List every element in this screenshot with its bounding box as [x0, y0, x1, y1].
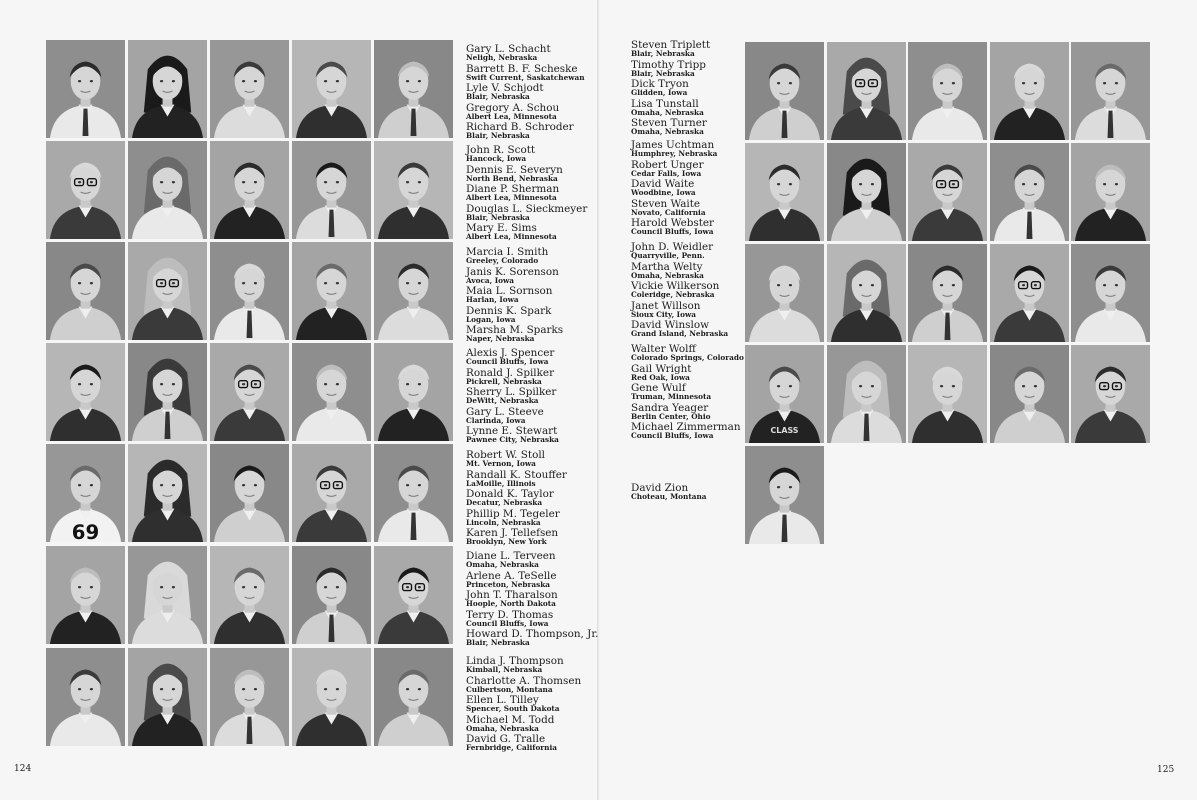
student-name: Janet Willson: [631, 299, 701, 312]
student-portrait: [908, 42, 987, 140]
student-entry: [466, 551, 616, 569]
student-hometown: LaMoille, Illinois: [466, 478, 536, 488]
student-portrait: [1071, 345, 1150, 443]
name-block: [466, 450, 616, 548]
student-name: Dick Tryon: [631, 78, 689, 90]
student-entry: [466, 368, 616, 386]
student-entry: [631, 281, 781, 299]
student-entry: [466, 286, 616, 304]
student-name: Gregory A. Schou: [466, 101, 560, 114]
student-portrait: [210, 648, 289, 746]
student-hometown: Avoca, Iowa: [466, 275, 515, 285]
student-portrait: [128, 242, 207, 340]
student-portrait: [128, 40, 207, 138]
student-entry: [466, 204, 616, 222]
student-name: Gene Wulf: [631, 382, 686, 394]
student-portrait: [292, 343, 371, 441]
student-hometown: Novato, California: [631, 207, 706, 217]
student-portrait: [128, 343, 207, 441]
student-hometown: Fernbridge, California: [466, 743, 557, 753]
student-entry: [466, 165, 616, 183]
student-portrait: [908, 244, 987, 342]
name-block: [466, 44, 616, 142]
student-name: Mary E. Sims: [466, 222, 537, 234]
student-name: Timothy Tripp: [631, 58, 706, 71]
student-portrait: [46, 141, 125, 239]
student-entry: [631, 344, 781, 362]
name-block: [631, 40, 781, 138]
student-name: Janis K. Sorenson: [466, 265, 559, 278]
student-entry: [631, 140, 781, 158]
student-name: Dennis K. Spark: [466, 304, 552, 317]
student-entry: [631, 218, 781, 236]
student-name: Steven Triplett: [631, 39, 711, 51]
student-name: Gary L. Schacht: [466, 43, 551, 55]
student-portrait: [210, 141, 289, 239]
student-hometown: Neligh, Nebraska: [466, 53, 538, 63]
student-name: Charlotte A. Thomsen: [466, 674, 582, 687]
student-name: Barrett B. F. Scheske: [466, 62, 578, 75]
student-portrait: [128, 444, 207, 542]
shirt-lettering: CLASS: [770, 426, 799, 436]
student-entry: [631, 99, 781, 117]
student-hometown: Decatur, Nebraska: [466, 498, 543, 508]
student-hometown: Culbertson, Montana: [466, 684, 553, 694]
student-hometown: Humphrey, Nebraska: [631, 149, 718, 159]
student-entry: [466, 629, 616, 647]
name-block: [466, 551, 616, 649]
student-entry: [631, 40, 781, 58]
student-portrait: [1071, 244, 1150, 342]
student-name: Robert Unger: [631, 158, 704, 171]
student-hometown: Greeley, Colorado: [466, 256, 539, 266]
student-portrait: [908, 143, 987, 241]
student-name: Diane L. Terveen: [466, 550, 556, 562]
student-hometown: Truman, Minnesota: [631, 392, 712, 402]
student-portrait: [210, 343, 289, 441]
student-name: Dennis E. Severyn: [466, 163, 563, 176]
student-name: Richard B. Schroder: [466, 121, 574, 133]
student-entry: [466, 489, 616, 507]
student-hometown: Omaha, Nebraska: [631, 107, 704, 117]
student-hometown: Sioux City, Iowa: [631, 309, 696, 319]
student-entry: [466, 325, 616, 343]
student-name: Steven Waite: [631, 197, 701, 210]
student-name: Harold Webster: [631, 217, 715, 229]
student-name: Lisa Tunstall: [631, 97, 699, 110]
student-hometown: Lincoln, Nebraska: [466, 517, 541, 527]
student-entry: [466, 64, 616, 82]
student-entry: [466, 387, 616, 405]
student-hometown: Spencer, South Dakota: [466, 704, 560, 714]
student-name: Terry D. Thomas: [466, 608, 554, 621]
student-portrait: [46, 343, 125, 441]
student-hometown: Albert Lea, Minnesota: [466, 111, 557, 121]
student-portrait: [990, 345, 1069, 443]
student-portrait: [292, 40, 371, 138]
student-portrait: [908, 345, 987, 443]
name-block: [631, 242, 781, 340]
student-hometown: Council Bluffs, Iowa: [466, 618, 549, 628]
student-portrait: [210, 546, 289, 644]
student-hometown: Council Bluffs, Iowa: [631, 431, 714, 441]
name-block: [466, 247, 616, 345]
student-hometown: Blair, Nebraska: [466, 131, 530, 141]
student-hometown: Coleridge, Nebraska: [631, 290, 715, 300]
student-hometown: Berlin Center, Ohio: [631, 411, 711, 421]
student-hometown: Hoople, North Dakota: [466, 599, 556, 609]
student-entry: [631, 403, 781, 421]
student-entry: [466, 695, 616, 713]
student-entry: [466, 528, 616, 546]
student-portrait: [827, 345, 906, 443]
student-name: Gary L. Steeve: [466, 405, 544, 418]
student-entry: [631, 199, 781, 217]
name-block: [466, 656, 616, 754]
student-name: Gail Wright: [631, 362, 692, 375]
student-portrait: [292, 444, 371, 542]
student-entry: [466, 426, 616, 444]
student-entry: [466, 83, 616, 101]
student-name: Ronald J. Spilker: [466, 366, 555, 379]
student-entry: [631, 320, 781, 338]
student-name: John T. Tharalson: [466, 589, 558, 601]
student-entry: [631, 118, 781, 136]
student-entry: [631, 79, 781, 97]
student-entry: [466, 103, 616, 121]
student-name: Robert W. Stoll: [466, 449, 545, 461]
student-hometown: Hancock, Iowa: [466, 154, 527, 164]
student-hometown: Albert Lea, Minnesota: [466, 193, 557, 203]
student-name: James Uchtman: [631, 139, 715, 151]
student-hometown: Kimball, Nebraska: [466, 665, 543, 675]
name-block: [466, 348, 616, 446]
student-name: Michael M. Todd: [466, 713, 555, 726]
student-name: Walter Wolff: [631, 343, 696, 355]
student-name: Diane P. Sherman: [466, 183, 560, 195]
student-name: Douglas L. Sieckmeyer: [466, 202, 588, 215]
student-hometown: Princeton, Nebraska: [466, 579, 550, 589]
student-name: Lynne E. Stewart: [466, 425, 558, 437]
student-portrait: [990, 143, 1069, 241]
student-entry: [631, 483, 781, 501]
student-hometown: Colorado Springs, Colorado: [631, 353, 744, 363]
student-portrait: [46, 648, 125, 746]
student-entry: [631, 242, 781, 260]
student-hometown: Brooklyn, New York: [466, 537, 547, 547]
student-name: Ellen L. Tilley: [466, 694, 539, 706]
student-portrait: [292, 141, 371, 239]
student-entry: [466, 122, 616, 140]
student-name: David Zion: [631, 482, 689, 494]
student-portrait: [46, 546, 125, 644]
student-portrait: [1071, 143, 1150, 241]
student-name: Maia L. Sornson: [466, 285, 553, 297]
student-hometown: Blair, Nebraska: [466, 212, 530, 222]
student-entry: [466, 610, 616, 628]
student-hometown: Choteau, Montana: [631, 492, 707, 502]
student-entry: [466, 734, 616, 752]
student-entry: [631, 364, 781, 382]
name-block: [631, 344, 781, 442]
student-portrait: [210, 444, 289, 542]
student-entry: [466, 656, 616, 674]
student-portrait: [292, 242, 371, 340]
student-hometown: Blair, Nebraska: [631, 49, 695, 59]
student-portrait: [990, 42, 1069, 140]
student-hometown: Glidden, Iowa: [631, 88, 688, 98]
student-portrait: [1071, 42, 1150, 140]
student-hometown: Harlan, Iowa: [466, 295, 519, 305]
student-hometown: DeWitt, Nebraska: [466, 396, 539, 406]
student-entry: [466, 44, 616, 62]
student-entry: [631, 422, 781, 440]
student-name: David Waite: [631, 178, 695, 190]
student-entry: [466, 509, 616, 527]
student-name: John D. Weidler: [631, 241, 714, 253]
student-entry: [631, 179, 781, 197]
student-portrait: [827, 42, 906, 140]
student-hometown: Omaha, Nebraska: [631, 127, 704, 137]
student-entry: [631, 383, 781, 401]
student-name: Vickie Wilkerson: [631, 280, 720, 292]
student-entry: [466, 306, 616, 324]
student-hometown: Blair, Nebraska: [466, 92, 530, 102]
student-portrait: [374, 444, 453, 542]
student-name: Sherry L. Spilker: [466, 386, 557, 398]
student-entry: [466, 247, 616, 265]
student-name: Arlene A. TeSelle: [466, 569, 557, 582]
name-block: [631, 140, 781, 238]
student-portrait: [374, 648, 453, 746]
student-hometown: North Bend, Nebraska: [466, 173, 558, 183]
student-portrait: [46, 444, 125, 542]
student-hometown: Council Bluffs, Iowa: [631, 227, 714, 237]
student-entry: [466, 145, 616, 163]
student-entry: [631, 160, 781, 178]
student-hometown: Grand Island, Nebraska: [631, 329, 729, 339]
student-name: Howard D. Thompson, Jr.: [466, 628, 599, 640]
student-portrait: [210, 40, 289, 138]
student-hometown: Blair, Nebraska: [631, 68, 695, 78]
student-name: David G. Tralle: [466, 733, 546, 745]
student-name: John R. Scott: [466, 144, 536, 156]
student-portrait: [374, 242, 453, 340]
student-entry: [631, 301, 781, 319]
student-portrait: [827, 244, 906, 342]
student-hometown: Quarryville, Penn.: [631, 251, 705, 261]
student-portrait: [46, 242, 125, 340]
student-hometown: Pawnee City, Nebraska: [466, 435, 559, 445]
student-portrait: [128, 141, 207, 239]
student-hometown: Blair, Nebraska: [466, 638, 530, 648]
student-portrait: [990, 244, 1069, 342]
student-hometown: Pickrell, Nebraska: [466, 376, 542, 386]
student-hometown: Albert Lea, Minnesota: [466, 232, 557, 242]
student-name: Sandra Yeager: [631, 401, 709, 414]
student-hometown: Naper, Nebraska: [466, 334, 535, 344]
student-portrait: [374, 546, 453, 644]
student-hometown: Red Oak, Iowa: [631, 372, 690, 382]
student-portrait: [46, 40, 125, 138]
student-hometown: Mt. Vernon, Iowa: [466, 459, 536, 469]
student-portrait: [374, 141, 453, 239]
student-hometown: Council Bluffs, Iowa: [466, 357, 549, 367]
name-block: [466, 145, 616, 243]
student-portrait: [374, 343, 453, 441]
student-name: Martha Welty: [631, 260, 703, 273]
student-entry: [466, 184, 616, 202]
student-portrait: [827, 143, 906, 241]
student-hometown: Woodbine, Iowa: [631, 188, 696, 198]
jersey-number: 69: [71, 521, 100, 542]
student-portrait: [128, 648, 207, 746]
student-portrait: [374, 40, 453, 138]
student-hometown: Omaha, Nebraska: [631, 270, 704, 280]
student-entry: [631, 262, 781, 280]
student-entry: [466, 407, 616, 425]
student-entry: [466, 590, 616, 608]
student-name: Phillip M. Tegeler: [466, 507, 560, 520]
student-hometown: Clarinda, Iowa: [466, 415, 526, 425]
student-name: Randall K. Stouffer: [466, 468, 567, 481]
left-page-number: 124: [14, 764, 32, 774]
student-portrait: [292, 648, 371, 746]
student-hometown: Swift Current, Saskatchewan: [466, 72, 585, 82]
student-name: David Winslow: [631, 319, 709, 331]
student-hometown: Omaha, Nebraska: [466, 723, 539, 733]
student-name: Karen J. Tellefsen: [466, 527, 559, 539]
student-name: Alexis J. Spencer: [466, 347, 555, 359]
student-name: Donald K. Taylor: [466, 488, 554, 500]
student-entry: [466, 715, 616, 733]
student-name: Marcia I. Smith: [466, 246, 549, 258]
student-entry: [466, 267, 616, 285]
student-entry: [466, 450, 616, 468]
student-name: Lyle V. Schjodt: [466, 82, 544, 94]
student-name: Michael Zimmerman: [631, 421, 741, 433]
student-portrait: [210, 242, 289, 340]
student-name: Marsha M. Sparks: [466, 324, 564, 336]
student-hometown: Cedar Falls, Iowa: [631, 168, 702, 178]
student-name: Linda J. Thompson: [466, 655, 564, 667]
student-entry: [466, 676, 616, 694]
right-page-number: 125: [1157, 765, 1175, 775]
student-portrait: [128, 546, 207, 644]
student-entry: [466, 470, 616, 488]
student-entry: [466, 571, 616, 589]
student-portrait: [292, 546, 371, 644]
student-entry: [466, 348, 616, 366]
student-hometown: Omaha, Nebraska: [466, 560, 539, 570]
name-block: [631, 483, 781, 503]
student-hometown: Logan, Iowa: [466, 314, 516, 324]
student-name: Steven Turner: [631, 117, 707, 129]
student-entry: [631, 60, 781, 78]
student-entry: [466, 223, 616, 241]
